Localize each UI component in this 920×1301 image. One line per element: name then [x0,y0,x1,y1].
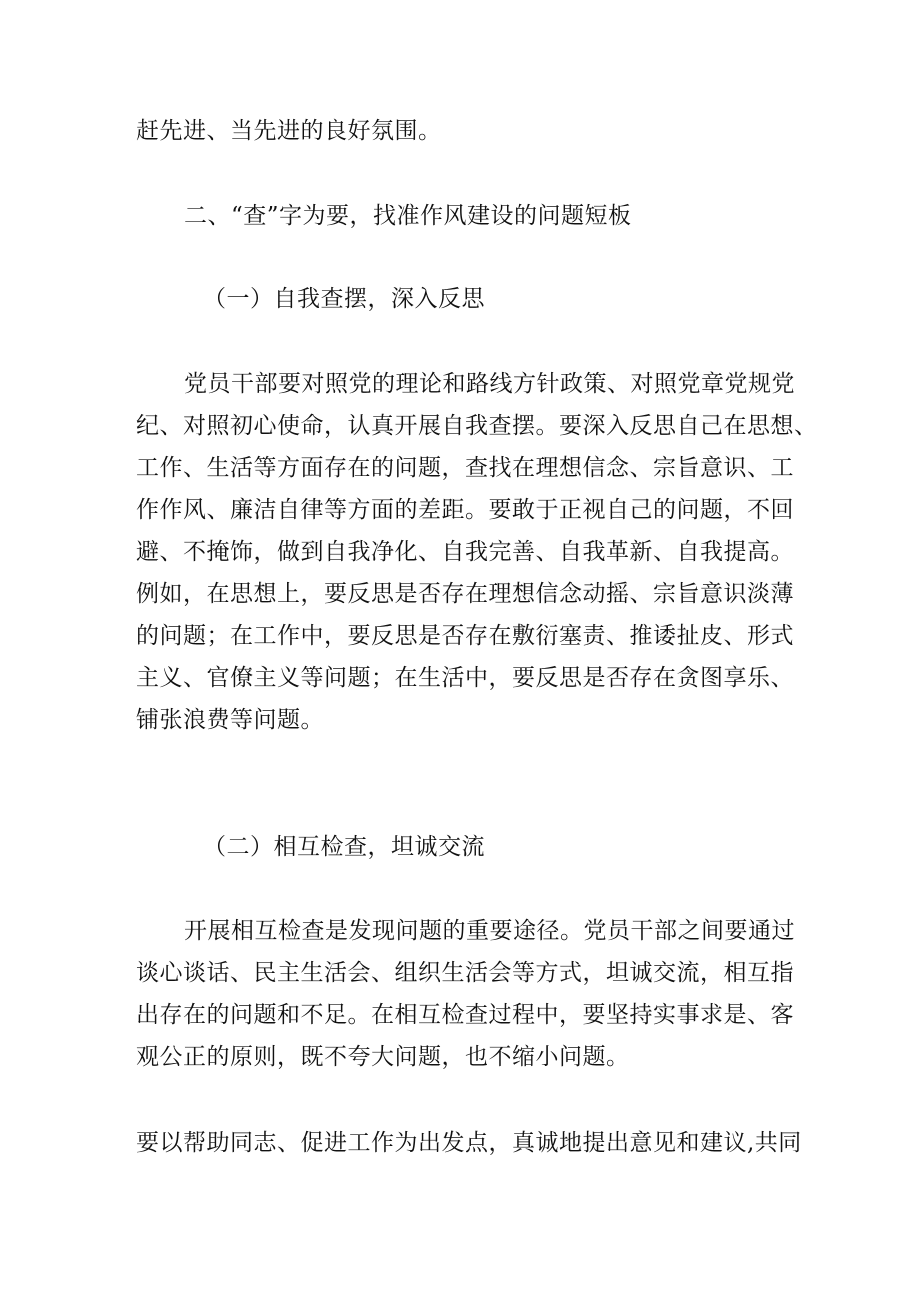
paragraph-line: 例如，在思想上，要反思是否存在理想信念动摇、宗旨意识淡薄 [136,581,794,607]
subheading-mutual-check: （二）相互检查，坦诚交流 [203,834,485,860]
paragraph-line: 开展相互检查是发现问题的重要途径。党员干部之间要通过 [184,918,795,944]
paragraph-line: 出存在的问题和不足。在相互检查过程中，要坚持实事求是、客 [136,1002,794,1028]
section-heading: 二、“查”字为要，找准作风建设的问题短板 [184,203,632,229]
paragraph-line: 谈心谈话、民主生活会、组织生活会等方式，坦诚交流，相互指 [136,960,794,986]
paragraph-line: 作作风、廉洁自律等方面的差距。要敢于正视自己的问题，不回 [136,497,794,523]
paragraph-line: 党员干部要对照党的理论和路线方针政策、对照党章党规党 [184,371,795,397]
paragraph-line: 铺张浪费等问题。 [136,707,324,733]
paragraph-line: 工作、生活等方面存在的问题，查找在理想信念、宗旨意识、工 [136,455,794,481]
paragraph-line: 纪、对照初心使命，认真开展自我查摆。要深入反思自己在思想、 [136,413,818,439]
paragraph-line: 主义、官僚主义等问题；在生活中，要反思是否存在贪图享乐、 [136,665,794,691]
subheading-self-examination: （一）自我查摆，深入反思 [203,286,485,312]
paragraph-help-line: 要以帮助同志、促进工作为出发点，真诚地提出意见和建议,共同 [136,1130,802,1156]
paragraph-line: 避、不掩饰，做到自我净化、自我完善、自我革新、自我提高。 [136,539,794,565]
paragraph-line: 的问题；在工作中，要反思是否存在敷衍塞责、推诿扯皮、形式 [136,623,794,649]
paragraph-tail-line: 赶先进、当先进的良好氛围。 [136,118,442,144]
paragraph-line: 观公正的原则，既不夸大问题，也不缩小问题。 [136,1044,630,1070]
